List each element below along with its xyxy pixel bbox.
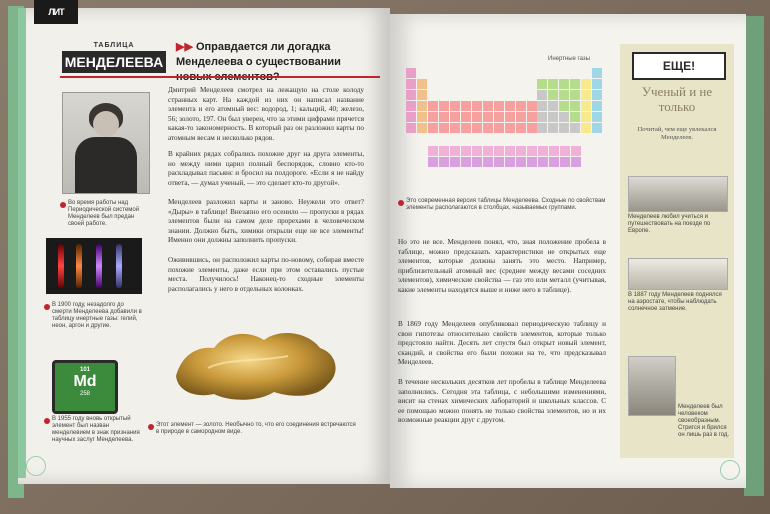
- mendeleev-old-portrait: [628, 356, 676, 416]
- headline-divider: [60, 76, 380, 78]
- left-page-green-strip: [18, 8, 26, 478]
- gold-nugget-image: [168, 318, 344, 404]
- portrait-caption: Во время работы над Периодической системой Менделеев был предан своей работе.: [68, 200, 140, 227]
- right-paragraph-3: В течение нескольких десятков лет пробелы в таблице Менделеева заполнились. Сегодня эта таблица, с небольшими изменениями, висит на стенах химических лабораторий и школьных классов. С ее помощью можно понять не только свойства элементов, но и их возможные реакции друг с другом.: [398, 378, 606, 425]
- caption-marker: [148, 424, 154, 430]
- sidebar-item-3: Менделеев был человеком своеобразным. Стригся и брился он лишь раз в год.: [678, 404, 730, 438]
- left-paragraph-2: В крайних рядах собрались похожие друг на друга элементы, но между ними царил полный беспорядок, словно кто-то раскладывал пасьянс и бросил на полдороге. «Если я не найду ответа, — думал ученый, — это сделает кто-то другой».: [168, 150, 364, 187]
- caption-marker: [44, 304, 50, 310]
- sidebar-title: Ученый и не только: [641, 84, 713, 114]
- md-mass: 258: [79, 391, 90, 397]
- atom-icon: [720, 460, 740, 480]
- right-paragraph-1: Но это не все. Менделеев понял, что, зная положение пробела в таблице, можно предсказать характеристики не открытых еще элементов, которые должны занять это место. Например, приблизительный атомный вес (среднее между весами соседних элементов), химические свойства — газ это или металл (учитывая, какие элементы находятся выше и ниже него в таблице).: [398, 238, 606, 294]
- train-image: [628, 176, 728, 212]
- caption-marker: [60, 202, 66, 208]
- headline-arrows: ▶▶: [176, 41, 193, 53]
- md-atomic-number: 101: [79, 367, 90, 373]
- caption-marker: [398, 200, 404, 206]
- sidebar-item-1: Менделеев любил учиться и путешествовать на поезде по Европе.: [628, 214, 711, 234]
- section-title-small: ТАБЛИЦА: [93, 42, 135, 49]
- caption-marker: [44, 418, 50, 424]
- sidebar-badge: ЕЩЕ!: [632, 52, 726, 80]
- section-title-block: [62, 42, 166, 73]
- tubes-caption: В 1900 году, незадолго до смерти Менделеева добавили в таблицу инертные газы: гелий, неон, аргон и другие.: [52, 302, 142, 329]
- left-paragraph-1: Дмитрий Менделеев смотрел на лежащую на столе колоду странных карт. На каждой из них он написал название элемента и его атомный вес: водород, 1; кальций, 40; железо, 56; золото, 197. Он был уверен, что за этими цифрами прячется какая-то закономерность. В который раз он разложил карты по атомным весам и несколько рядов.: [168, 86, 364, 142]
- noble-gases-label: Инертные газы: [548, 56, 590, 62]
- mendeleev-portrait-image: [62, 92, 150, 194]
- periodic-table-image: [406, 68, 602, 192]
- md-symbol: Md: [73, 373, 97, 390]
- gas-tubes-image: [46, 238, 142, 294]
- book-cover-right: [744, 16, 764, 496]
- page-headline: [176, 40, 376, 85]
- right-paragraph-2: В 1869 году Менделеев опубликовал периодическую таблицу и свои гипотезы относительно свойств элементов, которые только предстояло найти. Десять лет спустя был открыт новый элемент, скандий, и свойства его были похожи на те, что предсказывал Менделеев.: [398, 320, 606, 367]
- bookmark-logo: ЛИТ: [34, 0, 78, 24]
- left-paragraph-3: Менделеев разложил карты и заново. Неужели это ответ? «Дыры» в таблице! Внезапно его осенило — пропуски в рядах элементов были на самом деле прорехами в человеческом знании. Должно быть, химики открыли еще не все элементы! Именно они должны заполнить пропуски.: [168, 198, 364, 245]
- md-caption: В 1955 году вновь открытый элемент был назван менделевием в знак признания научных заслуг Менделеева.: [52, 416, 140, 443]
- mendelevium-element-tile: [52, 360, 118, 414]
- section-title-big: МЕНДЕЛЕЕВА: [62, 51, 166, 73]
- atom-icon: [26, 456, 46, 476]
- left-paragraph-4: Оживившись, он расположил карты по-новому, собирая вместе похожие элементы, даже если при этом оставались пустые места. Получилось! Наконец-то сходные элементы располагались у него в отдельных колонках.: [168, 256, 364, 293]
- sidebar-intro: Почитай, чем еще увлекался Менделеев.: [637, 126, 717, 141]
- headline-text: Оправдается ли догадка Менделеева о существовании: [176, 41, 341, 68]
- gold-caption: Этот элемент — золото. Необычно то, что его соединения встречаются в природе в самородном виде.: [156, 422, 356, 435]
- sidebar-item-2: В 1887 году Менделеев поднялся на аэростате, чтобы наблюдать солнечное затмение.: [628, 292, 722, 312]
- balloon-image: [628, 258, 728, 290]
- ptable-caption: Это современная версия таблицы Менделеева. Сходные по свойствам элементы располагаются в столбцах, называемых группами.: [406, 198, 606, 211]
